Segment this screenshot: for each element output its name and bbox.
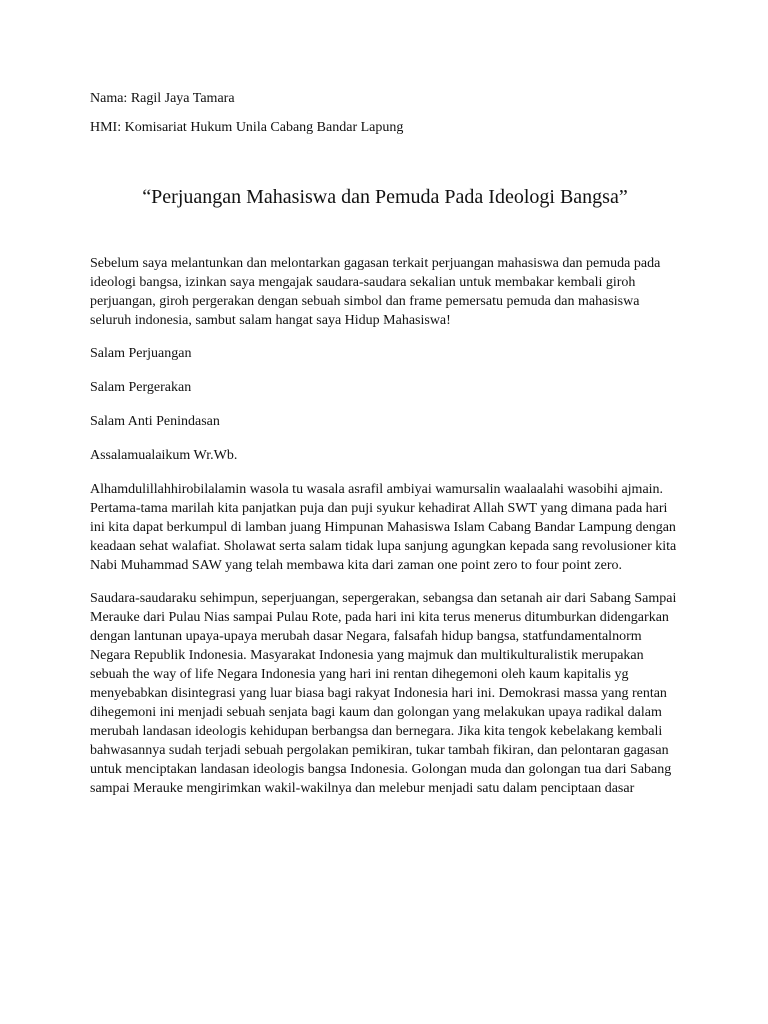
organization-line: HMI: Komisariat Hukum Unila Cabang Bandar Lapung bbox=[90, 120, 404, 135]
paragraph-salam-pergerakan: Salam Pergerakan bbox=[90, 380, 192, 395]
document-title: “Perjuangan Mahasiswa dan Pemuda Pada Ideologi Bangsa” bbox=[142, 186, 628, 208]
paragraph-main: Saudara-saudaraku sehimpun, seperjuangan, sepergerakan, sebangsa dan setanah air dari Sabang Sampai Merauke dari Pulau Nias sampai Pulau Rote, pada hari ini kita terus menerus ditumburkan didengarkan dengan lantunan upaya-upaya merubah dasar Negara, falsafah hidup bangsa, statfundamentalnorm Negara Republik Indonesia. Masyarakat Indonesia yang majmuk dan multikulturalistik merupakan sebuah the way of life Negara Indonesia yang hari ini rentan dihegemoni oleh kaum kapitalis yg menyebabkan disintegrasi yang luar biasa bagi rakyat Indonesia hari ini. Demokrasi massa yang rentan dihegemoni ini menjadi sebuah senjata bagi kaum dan golongan yang melakukan upaya radikal dalam merubah landasan ideologis kehidupan berbangsa dan bernegara. Jika kita tengok kebelakang kembali bahwasannya sudah terjadi sebuah pergolakan pemikiran, tukar tambah fikiran, dan pelontaran gagasan untuk menciptakan landasan ideologis bangsa Indonesia. Golongan muda dan golongan tua dari Sabang sampai Merauke mengirimkan wakil-wakilnya dan melebur menjadi satu dalam penciptaan dasar bbox=[90, 591, 677, 796]
document-page bbox=[90, 90, 680, 812]
paragraph-salam-anti-penindasan: Salam Anti Penindasan bbox=[90, 414, 220, 429]
paragraph-greeting: Assalamualaikum Wr.Wb. bbox=[90, 448, 238, 463]
document-body bbox=[90, 254, 680, 798]
paragraph-opening: Alhamdulillahhirobilalamin wasola tu wasala asrafil ambiyai wamursalin waalaalahi wasobihi ajmain. Pertama-tama marilah kita panjatkan puja dan puji syukur kehadirat Allah SWT yang dimana pada hari ini kita dapat berkumpul di lamban juang Himpunan Mahasiswa Islam Cabang Bandar Lampung dengan keadaan sehat walafiat. Sholawat serta salam tidak lupa sanjung agungkan kepada sang revolusioner kita Nabi Muhammad SAW yang telah membawa kita dari zaman one point zero to four point zero. bbox=[90, 482, 677, 573]
author-name-line: Nama: Ragil Jaya Tamara bbox=[90, 91, 235, 106]
paragraph-intro: Sebelum saya melantunkan dan melontarkan gagasan terkait perjuangan mahasiswa dan pemuda pada ideologi bangsa, izinkan saya mengajak saudara-saudara sekalian untuk membakar kembali giroh perjuangan, giroh pergerakan dengan sebuah simbol dan frame pemersatu pemuda dan mahasiswa seluruh indonesia, sambut salam hangat saya Hidup Mahasiswa! bbox=[90, 256, 661, 328]
paragraph-salam-perjuangan: Salam Perjuangan bbox=[90, 346, 192, 361]
